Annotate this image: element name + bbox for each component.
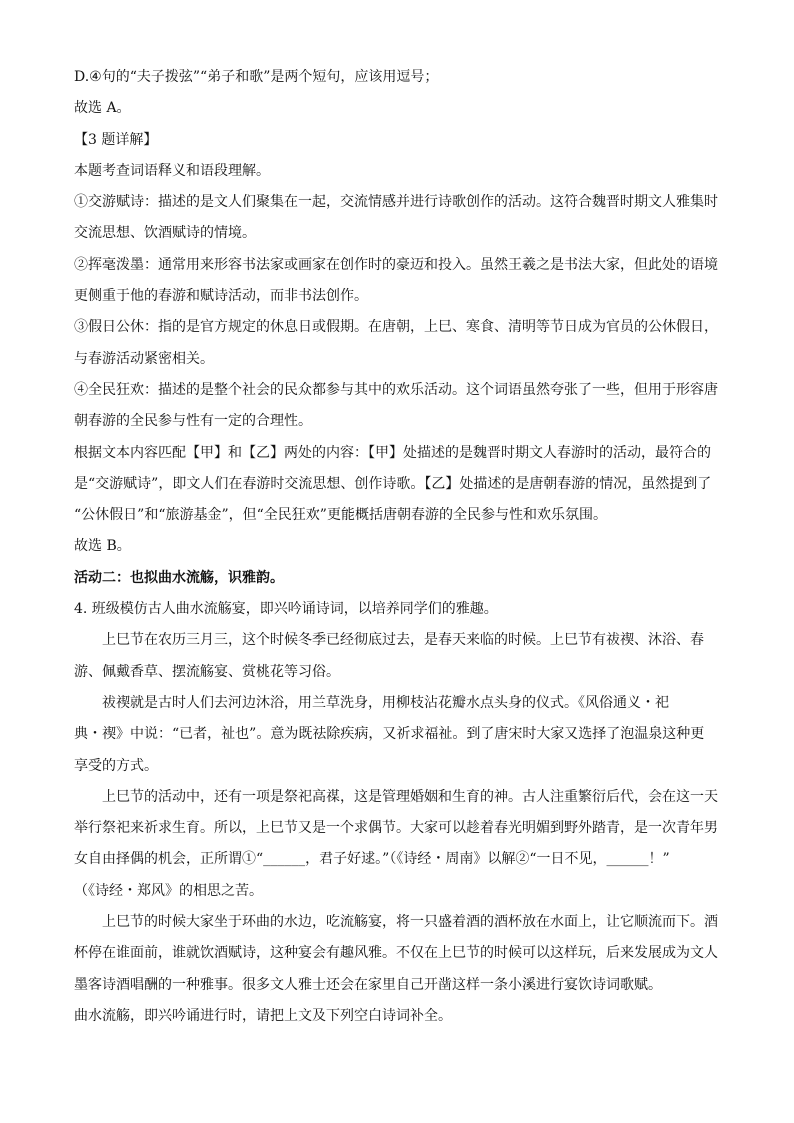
answer-d-explanation: D.④句的“夫子拨弦”“弟子和歌”是两个短句，应该用逗号； [74,69,439,85]
term-1-explanation-cont: 交流思想、饮酒赋诗的情境。 [74,225,256,242]
term-2-explanation: ②挥毫泼墨：通常用来形容书法家或画家在创作时的豪迈和投入。虽然王羲之是书法大家，但此处的语境 [74,256,718,273]
passage-paragraph-3: 上巳节的活动中，还有一项是祭祀高禖，这是管理婚姻和生育的神。古人注重繁衍后代，会在这一天 [102,788,718,805]
question-4-prompt: 4. 班级模仿古人曲水流觞宴，即兴吟诵诗词，以培养同学们的雅趣。 [74,601,498,618]
matching-analysis: 根据文本内容匹配【甲】和【乙】两处的内容：【甲】处描述的是魏晋时期文人春游时的活动，最符合的 [74,444,711,461]
passage-paragraph-2-cont-1: 典・禊》中说：“已者，祉也”。意为既祛除疾病，又祈求福祉。到了唐宋时大家又选择了泡温泉这种更 [74,726,705,743]
term-2-explanation-cont: 更侧重于他的春游和赋诗活动，而非书法创作。 [74,288,368,305]
term-4-explanation-cont: 朝春游的全民参与性有一定的合理性。 [74,413,312,430]
term-3-explanation: ③假日公休：指的是官方规定的休息日或假期。在唐朝，上巳、寒食、清明等节日成为官员的公休假日， [74,319,718,336]
fill-in-instruction: 曲水流觞，即兴吟诵进行时，请把上文及下列空白诗词补全。 [74,1007,452,1024]
question-3-heading: 【3 题详解】 [74,131,158,148]
passage-paragraph-1-cont: 游、佩戴香草、摆流觞宴、赏桃花等习俗。 [74,663,340,680]
passage-paragraph-2-cont-2: 享受的方式。 [74,757,158,774]
term-1-explanation: ①交游赋诗：描述的是文人们聚集在一起，交流情感并进行诗歌创作的活动。这符合魏晋时期文人雅集时 [74,194,718,211]
passage-paragraph-3-cont-2: 女自由择偶的机会，正所谓①“______，君子好逑。”（《诗经・周南》以解②“一日不见，______！” [74,851,670,868]
term-3-explanation-cont: 与春游活动紧密相关。 [74,350,214,367]
passage-paragraph-1: 上巳节在农历三月三，这个时候冬季已经彻底过去，是春天来临的时候。上巳节有祓禊、沐浴、春 [102,632,704,649]
passage-paragraph-4: 上巳节的时候大家坐于环曲的水边，吃流觞宴，将一只盛着酒的酒杯放在水面上，让它顺流而下。酒 [102,914,718,931]
activity-2-heading: 活动二：也拟曲水流觞，识雅韵。 [74,569,284,586]
passage-paragraph-2: 祓禊就是古时人们去河边沐浴，用兰草洗身，用柳枝沾花瓣水点头身的仪式。《风俗通义・祀 [102,694,669,711]
document-page [74,62,724,1032]
passage-paragraph-4-cont-1: 杯停在谁面前，谁就饮酒赋诗，这种宴会有趣风雅。不仅在上巳节的时候可以这样玩，后来发展成为文人 [74,945,718,962]
question-3-intro: 本题考查词语释义和语段理解。 [74,162,270,179]
answer-choice-a: 故选 A。 [74,100,131,117]
matching-analysis-cont-2: “公休假日”和“旅游基金”，但“全民狂欢”更能概括唐朝春游的全民参与性和欢乐氛围。 [74,507,607,524]
passage-paragraph-3-cont-1: 举行祭祀来祈求生育。所以，上巳节又是一个求偶节。大家可以趁着春光明媚到野外踏青，是一次青年男 [74,820,718,837]
answer-choice-b: 故选 B。 [74,538,131,555]
matching-analysis-cont-1: 是“交游赋诗”，即文人们在春游时交流思想、创作诗歌。【乙】处描述的是唐朝春游的情况，虽然提到了 [74,475,712,492]
term-4-explanation: ④全民狂欢：描述的是整个社会的民众都参与其中的欢乐活动。这个词语虽然夸张了一些，但用于形容唐 [74,381,718,398]
passage-paragraph-3-cont-3: （《诗经・郑风》的相思之苦。 [74,882,263,899]
passage-paragraph-4-cont-2: 墨客诗酒唱酬的一种雅事。很多文人雅士还会在家里自己开凿这样一条小溪进行宴饮诗词歌赋。 [74,976,662,993]
